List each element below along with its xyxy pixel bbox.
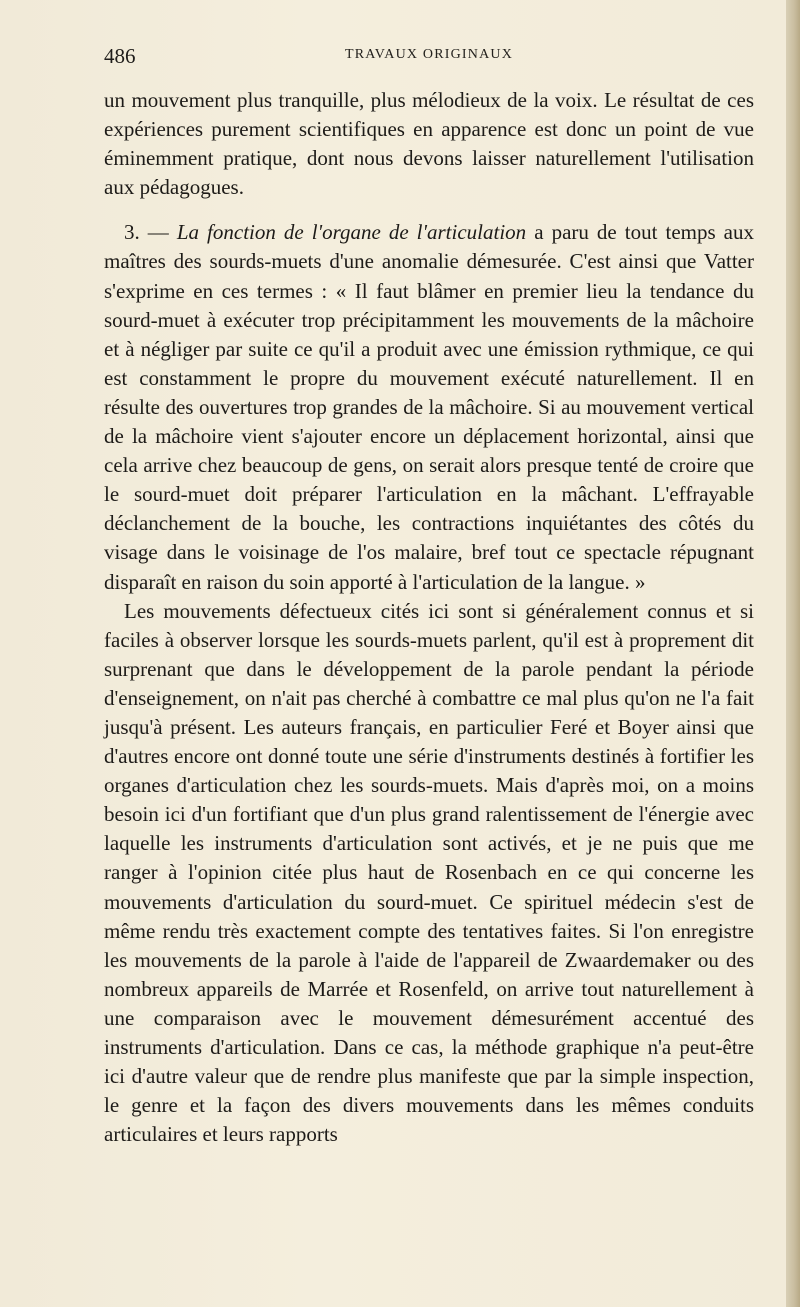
paragraph-text: Les mouvements défectueux cités ici sont si généralement connus et si faciles à observer lorsque les sourds-muets parlent, qu'il est à proprement dit surprenant que dans le développement de la parole pendant la période d'enseignement, on n'ait pas cherché à combattre ce mal plus qu'on ne l'a fait jusqu'à présent. Les auteurs français, en particulier Feré et Boyer ainsi que d'autres encore ont donné toute une série d'instruments destinés à fortifier les organes d'articulation chez les sourds-muets. Mais d'après moi, on a moins besoin ici d'un fortifiant que d'un plus grand ralentissement de l'énergie avec laquelle les instruments d'articulation sont activés, et je ne puis que me ranger à l'opinion citée plus haut de Rosenbach en ce qui concerne les mouvements d'articulation du sourd-muet. Ce spirituel médecin s'est de même rendu très exactement compte des tentatives faites. Si l'on enregistre les mouvements de la parole à l'aide de l'appareil de Zwaardemaker ou des nombreux appareils de Marrée et Rosenfeld, on arrive tout naturellement à une comparaison avec le mouvement démesurément accentué des instruments d'articulation. Dans ce cas, la méthode graphique n'a peut-être ici d'autre valeur que de rendre plus manifeste que par la simple inspection, le genre et la façon des divers mouvements dans les mêmes conduits articulaires et leurs rapports <box>104 598 754 1147</box>
paragraph-discussion <box>104 597 754 1150</box>
page-number: 486 <box>104 44 136 68</box>
body-text <box>104 86 754 1149</box>
running-head: TRAVAUX ORIGINAUX <box>344 47 514 62</box>
paragraph-text: a paru de tout temps aux maîtres des sourds-muets d'une anomalie démesurée. C'est ainsi que Vatter s'exprime en ces termes : « Il faut blâmer en premier lieu la tendance du sourd-muet à exécuter trop précipitamment les mouvements de la mâchoire et à négliger par suite ce qu'il a produit avec une émission rythmique, ce qui est constamment le propre du mouvement exécuté naturellement. Il en résulte des ouvertures trop grandes de la mâchoire. Si au mouvement vertical de la mâchoire vient s'ajouter encore un déplacement horizontal, ainsi que cela arrive chez beaucoup de gens, on serait alors presque tenté de croire que le sourd-muet doit préparer l'articulation en la mâchant. L'effrayable déclanchement de la bouche, les contractions inquiétantes des côtés du visage dans le voisinage de l'os malaire, bref tout ce spectacle répugnant disparaît en raison du soin apporté à l'articulation de la langue. » <box>104 220 755 594</box>
page-header <box>104 44 754 72</box>
paragraph-text: un mouvement plus tranquille, plus mélodieux de la voix. Le résultat de ces expériences purement scientifiques en apparence est donc un point de vue éminemment pratique, dont nous devons laisser naturellement l'utilisation aux pédagogues. <box>104 88 754 200</box>
paragraph-section-3 <box>104 218 754 596</box>
page-edge <box>786 0 800 1307</box>
section-title: La fonction de l'organe de l'articulation <box>176 220 527 245</box>
paragraph-continuation <box>104 86 754 202</box>
section-number: 3. — <box>124 220 177 245</box>
